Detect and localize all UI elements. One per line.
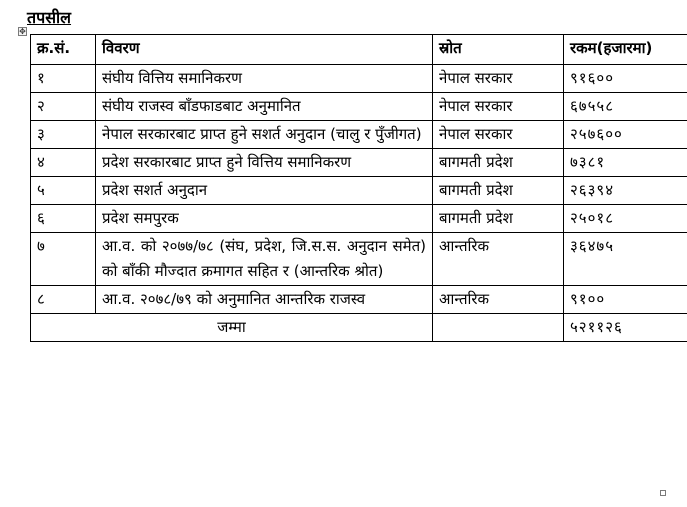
cell-source: नेपाल सरकार bbox=[433, 93, 564, 121]
table-move-handle-icon[interactable]: ✥ bbox=[19, 27, 26, 36]
cell-description: प्रदेश सरकारबाट प्राप्त हुने वित्तिय समानिकरण bbox=[96, 149, 433, 177]
total-label: जम्मा bbox=[31, 314, 433, 342]
cell-source: बागमती प्रदेश bbox=[433, 149, 564, 177]
cell-sn: ७ bbox=[31, 233, 96, 286]
table-row bbox=[31, 121, 687, 149]
cell-description: आ.व. को २०७७/७८ (संघ, प्रदेश, जि.स.स. अनुदान समेत) को बाँकी मौज्दात क्रमागत सहित र (आन्तरिक श्रोत) bbox=[96, 233, 433, 286]
cell-description: नेपाल सरकारबाट प्राप्त हुने सशर्त अनुदान (चालु र पुँजीगत) bbox=[96, 121, 433, 149]
cell-sn: १ bbox=[31, 65, 96, 93]
cell-sn: ८ bbox=[31, 286, 96, 314]
cell-amount: ३६४७५ bbox=[564, 233, 687, 286]
cell-description: प्रदेश समपुरक bbox=[96, 205, 433, 233]
table-row bbox=[31, 177, 687, 205]
total-row bbox=[31, 314, 687, 342]
header-description: विवरण bbox=[96, 35, 433, 65]
cell-sn: ३ bbox=[31, 121, 96, 149]
table-resize-handle-icon[interactable] bbox=[660, 490, 666, 496]
total-empty-cell bbox=[433, 314, 564, 342]
cell-amount: ६७५५८ bbox=[564, 93, 687, 121]
cell-description: आ.व. २०७८/७९ को अनुमानित आन्तरिक राजस्व bbox=[96, 286, 433, 314]
cell-source: नेपाल सरकार bbox=[433, 121, 564, 149]
table-row bbox=[31, 205, 687, 233]
cell-sn: २ bbox=[31, 93, 96, 121]
cell-sn: ४ bbox=[31, 149, 96, 177]
cell-sn: ५ bbox=[31, 177, 96, 205]
budget-table bbox=[30, 34, 687, 342]
cell-amount: २५०१८ bbox=[564, 205, 687, 233]
cell-description: संघीय राजस्व बाँडफाडबाट अनुमानित bbox=[96, 93, 433, 121]
header-source: स्रोत bbox=[433, 35, 564, 65]
cell-source: बागमती प्रदेश bbox=[433, 205, 564, 233]
table-row bbox=[31, 149, 687, 177]
header-amount: रकम(हजारमा) bbox=[564, 35, 687, 65]
cell-source: आन्तरिक bbox=[433, 233, 564, 286]
header-sn: क्र.सं. bbox=[31, 35, 96, 65]
cell-source: बागमती प्रदेश bbox=[433, 177, 564, 205]
cell-source: आन्तरिक bbox=[433, 286, 564, 314]
cell-description: संघीय वित्तिय समानिकरण bbox=[96, 65, 433, 93]
cell-amount: २६३९४ bbox=[564, 177, 687, 205]
cell-description: प्रदेश सशर्त अनुदान bbox=[96, 177, 433, 205]
total-amount: ५२११२६ bbox=[564, 314, 687, 342]
cell-amount: ७३८१ bbox=[564, 149, 687, 177]
cell-sn: ६ bbox=[31, 205, 96, 233]
cell-source: नेपाल सरकार bbox=[433, 65, 564, 93]
cell-amount: ९१०० bbox=[564, 286, 687, 314]
cell-amount: २५७६०० bbox=[564, 121, 687, 149]
table-header-row bbox=[31, 35, 687, 65]
table-row bbox=[31, 93, 687, 121]
cell-amount: ९१६०० bbox=[564, 65, 687, 93]
table-row bbox=[31, 233, 687, 286]
page-title: तपसील bbox=[27, 8, 72, 27]
table-row bbox=[31, 65, 687, 93]
table-row bbox=[31, 286, 687, 314]
